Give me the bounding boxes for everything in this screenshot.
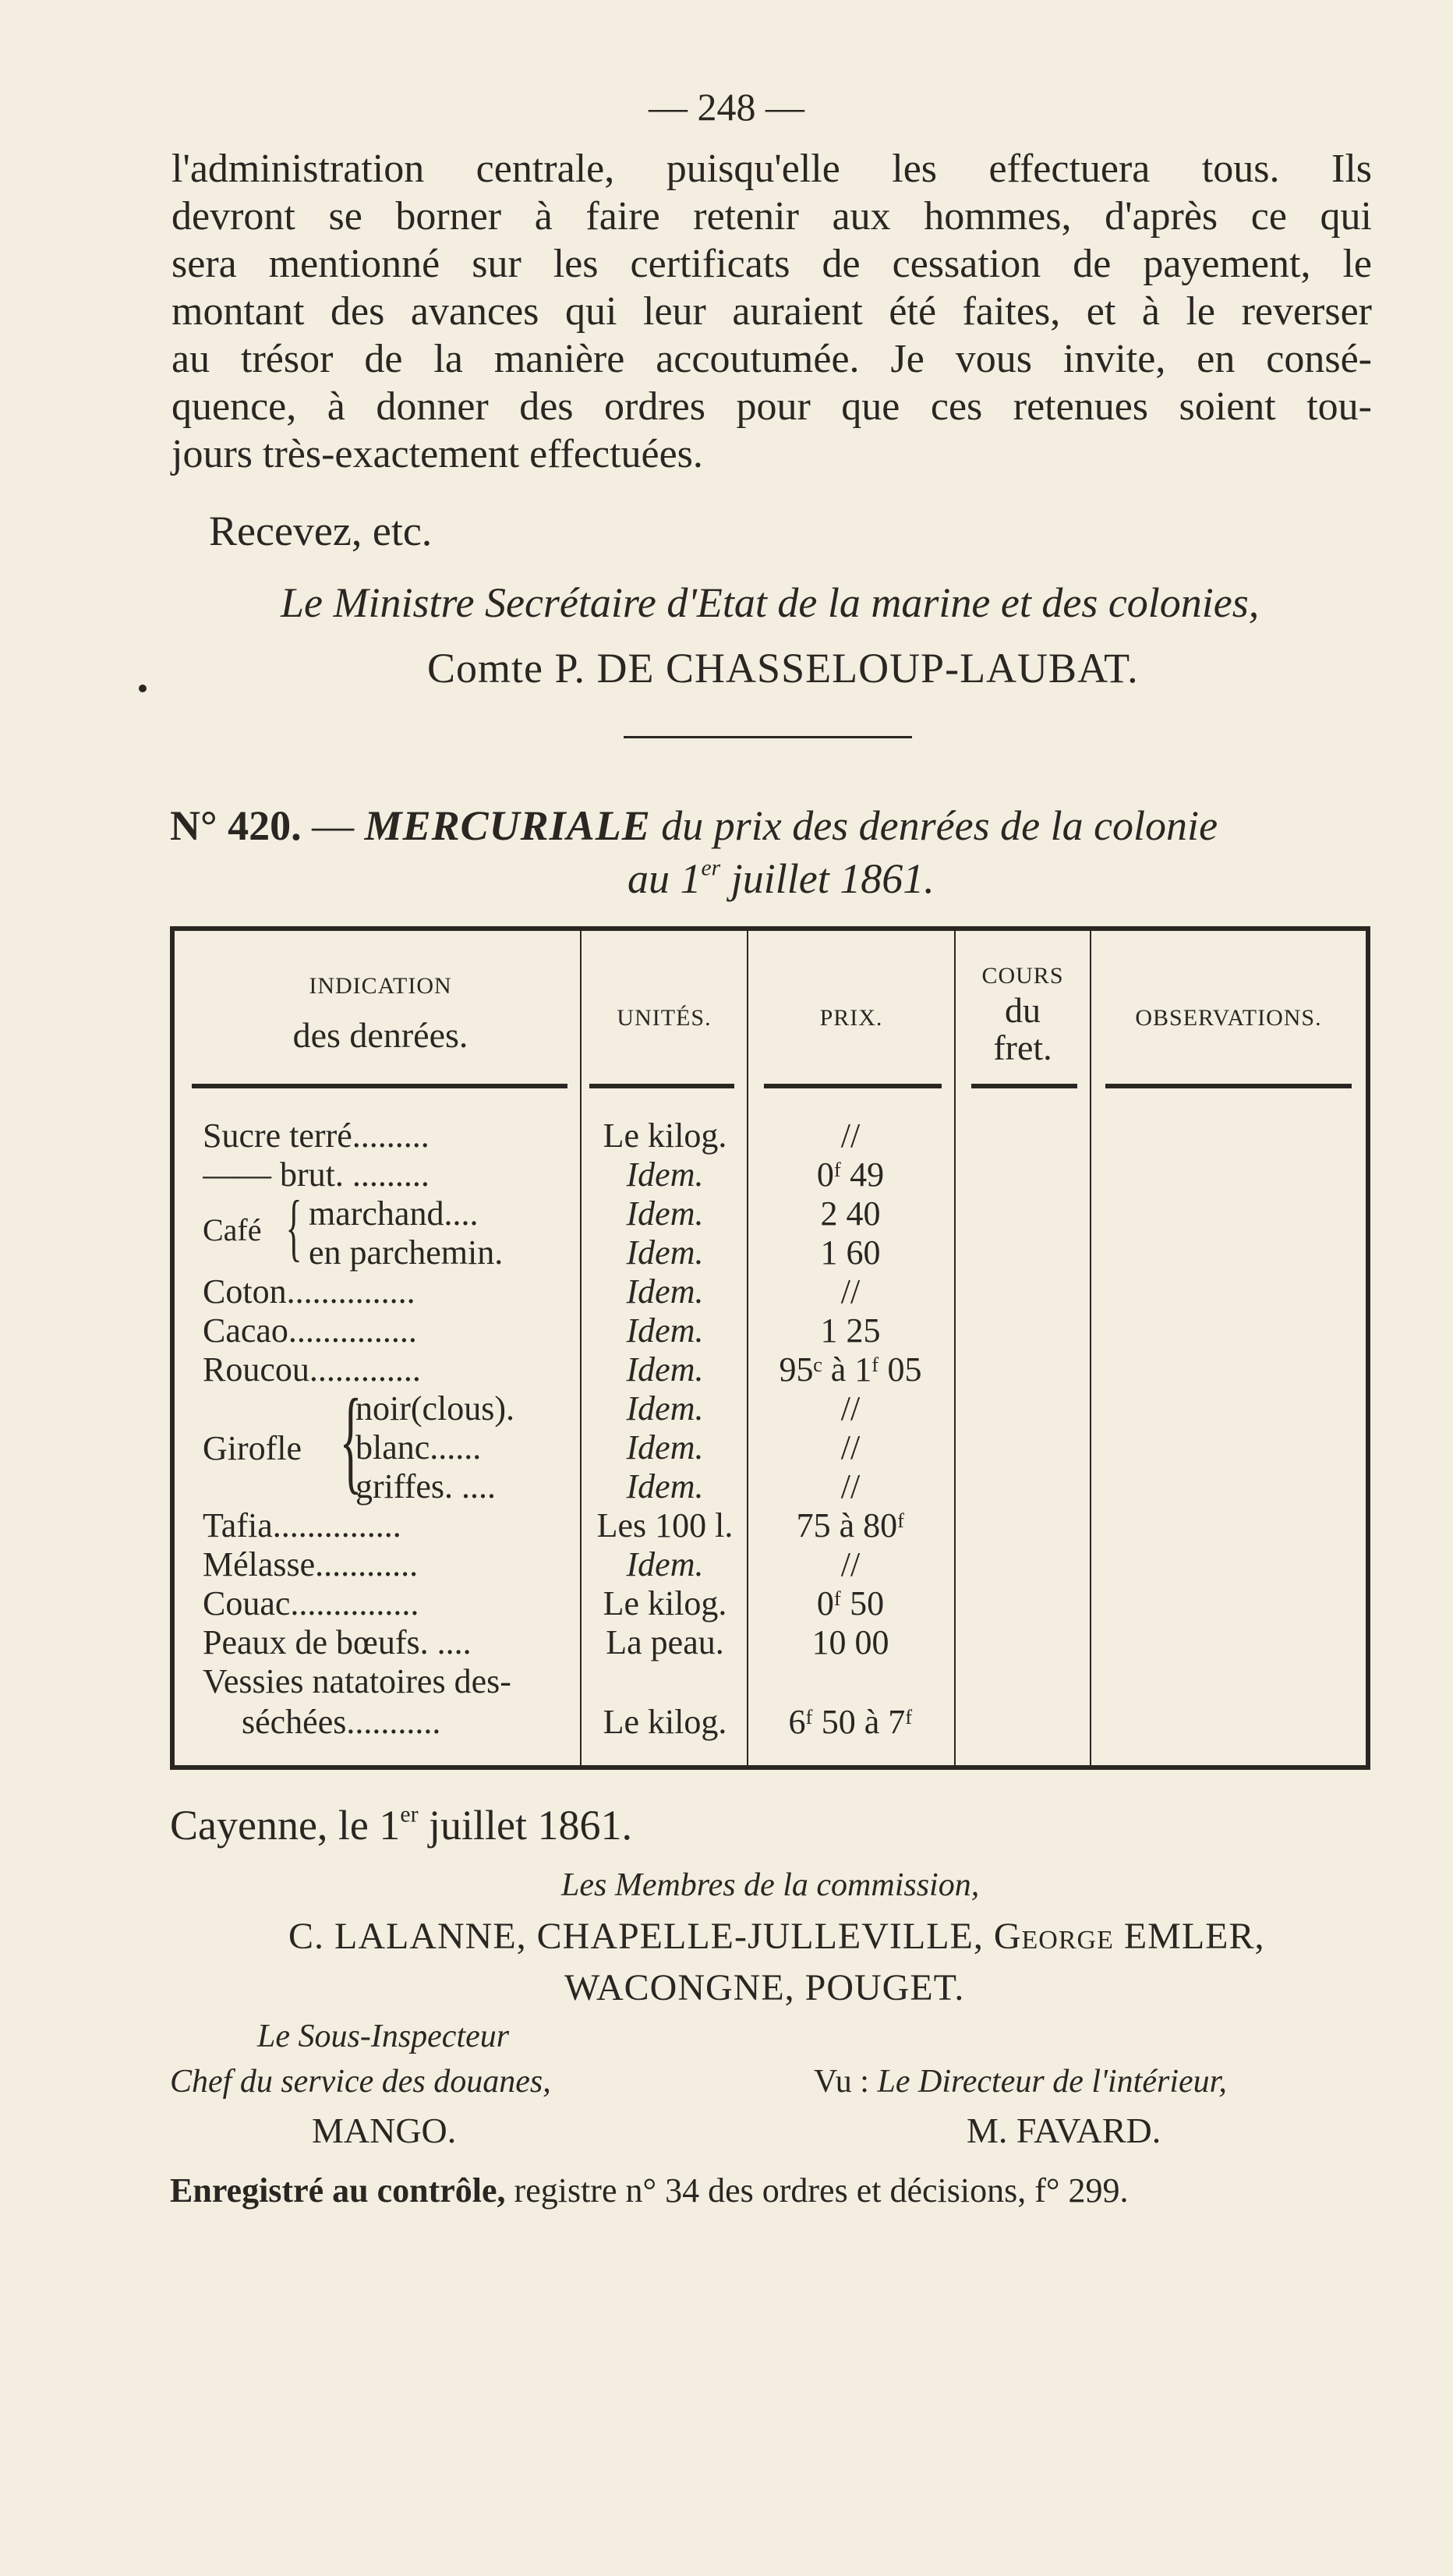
row-name: Mélasse............ xyxy=(203,1545,419,1583)
table-row xyxy=(170,1623,1370,1662)
paragraph-line: au trésor de la manière accoutumée. Je vous invite, en consé- xyxy=(171,337,1372,381)
row-price: 10 00 xyxy=(811,1623,889,1661)
director-name: M. FAVARD. xyxy=(967,2111,1161,2150)
price-table xyxy=(170,926,1370,1776)
header-du: du xyxy=(1005,990,1041,1030)
document-title-rest: du prix des denrées de la colonie xyxy=(661,802,1218,849)
sous-inspecteur-title: Le Sous-Inspecteur xyxy=(257,2019,510,2054)
vu-prefix: Vu : xyxy=(814,2064,869,2100)
members-names-2: WACONGNE, POUGET. xyxy=(564,1967,965,2008)
table-row xyxy=(170,1467,1370,1506)
page-number: — 248 — xyxy=(649,85,804,129)
brace-icon: { xyxy=(285,1185,302,1269)
date-rest: juillet 1861. xyxy=(730,855,935,902)
place-date-sup: er xyxy=(400,1802,419,1828)
row-name: Cacao............... xyxy=(203,1311,417,1350)
place-date xyxy=(170,1801,632,1849)
row-unit: Idem. xyxy=(626,1428,704,1467)
paragraph-line: quence, à donner des ordres pour que ces retenues soient tou- xyxy=(171,384,1372,429)
paragraph-line: l'administration centrale, puisqu'elle les effectuera tous. Ils xyxy=(171,147,1372,191)
table-row xyxy=(170,1233,1370,1272)
table-border-top xyxy=(170,926,1370,931)
row-unit: Les 100 l. xyxy=(596,1506,734,1545)
ink-dot xyxy=(139,685,147,692)
row-unit: Idem. xyxy=(626,1311,704,1350)
members-names-c: EMLER, xyxy=(1123,1916,1265,1957)
header-rule xyxy=(192,1084,567,1088)
place-date-prefix: Cayenne, le 1 xyxy=(170,1802,401,1849)
row-price: 0ᶠ 50 xyxy=(816,1584,885,1622)
row-unit: Idem. xyxy=(626,1194,704,1233)
row-name: Tafia............... xyxy=(203,1506,401,1545)
row-unit: Le kilog. xyxy=(603,1584,727,1622)
row-price: // xyxy=(840,1545,861,1583)
registration-note-a: Enregistré au contrôle, xyxy=(170,2171,506,2210)
row-name: marchand.... xyxy=(309,1194,479,1233)
row-name: Vessies natatoires des- xyxy=(203,1662,511,1700)
row-unit: La peau. xyxy=(606,1623,724,1661)
place-date-rest: juillet 1861. xyxy=(428,1802,632,1849)
registration-note xyxy=(170,2171,1128,2210)
row-price: // xyxy=(840,1116,861,1155)
document-heading xyxy=(170,801,1218,850)
registration-note-b: registre n° 34 des ordres et décisions, f° 299. xyxy=(514,2171,1129,2210)
header-denrees: des denrées. xyxy=(292,1015,468,1055)
document-number: N° 420. xyxy=(170,802,302,849)
director-title-text: Le Directeur de l'intérieur, xyxy=(877,2064,1227,2100)
paragraph-line: devront se borner à faire retenir aux hommes, d'après ce qui xyxy=(171,194,1372,239)
table-row xyxy=(170,1194,1370,1233)
row-unit: Idem. xyxy=(626,1467,704,1506)
row-unit: Idem. xyxy=(626,1155,704,1194)
table-row xyxy=(170,1584,1370,1623)
row-unit: Idem. xyxy=(626,1272,704,1311)
director-title xyxy=(814,2063,1227,2100)
row-price: // xyxy=(840,1389,861,1428)
table-row xyxy=(170,1389,1370,1428)
header-rule xyxy=(589,1084,734,1088)
table-row xyxy=(170,1428,1370,1467)
row-price: 6ᶠ 50 à 7ᶠ xyxy=(788,1703,913,1741)
row-price: 75 à 80ᶠ xyxy=(796,1506,905,1545)
row-unit: Idem. xyxy=(626,1233,704,1272)
row-name: en parchemin. xyxy=(309,1233,504,1272)
row-price: // xyxy=(840,1272,861,1311)
members-names-a: C. LALANNE, CHAPELLE-JULLEVILLE, xyxy=(288,1916,984,1957)
header-unites: UNITÉS. xyxy=(617,1005,712,1031)
row-price: 1 60 xyxy=(820,1233,881,1272)
row-name: séchées........... xyxy=(242,1703,441,1741)
group-label-girofle: Girofle xyxy=(203,1429,302,1467)
paragraph-line: sera mentionné sur les certificats de cessation de payement, le xyxy=(171,242,1372,286)
minister-title: Le Ministre Secrétaire d'Etat de la marine et des colonies, xyxy=(281,579,1260,626)
members-label: Les Membres de la commission, xyxy=(561,1867,980,1903)
members-names-1 xyxy=(288,1915,1265,1958)
row-name: Roucou............. xyxy=(203,1350,421,1389)
closing-formula: Recevez, etc. xyxy=(209,508,433,554)
row-price: 1 25 xyxy=(820,1311,881,1350)
row-unit: Le kilog. xyxy=(603,1116,727,1155)
paragraph-line: montant des avances qui leur auraient été faites, et à le reverser xyxy=(171,289,1372,334)
header-rule xyxy=(971,1084,1077,1088)
section-divider xyxy=(624,736,912,738)
row-unit: Idem. xyxy=(626,1545,704,1583)
row-unit: Idem. xyxy=(626,1350,704,1389)
members-names-b: George xyxy=(993,1916,1114,1957)
table-row xyxy=(170,1545,1370,1584)
row-unit: Idem. xyxy=(626,1389,704,1428)
header-rule xyxy=(1105,1084,1352,1088)
table-border-bottom xyxy=(170,1765,1370,1770)
table-row xyxy=(170,1662,1370,1701)
date-prefix: au 1 xyxy=(628,855,702,902)
date-sup: er xyxy=(701,855,721,881)
heading-dash: — xyxy=(312,802,355,849)
document-date xyxy=(628,855,935,903)
table-row xyxy=(170,1311,1370,1350)
row-price: 2 40 xyxy=(820,1194,881,1233)
row-price: // xyxy=(840,1428,861,1467)
row-name: —— brut. ......... xyxy=(203,1155,430,1194)
body-paragraph xyxy=(171,145,1372,478)
paragraph-line: jours très-exactement effectuées. xyxy=(171,432,703,476)
header-observations: OBSERVATIONS. xyxy=(1135,1005,1322,1031)
document-title-word: MERCURIALE xyxy=(364,802,651,849)
row-name: blanc...... xyxy=(355,1428,482,1467)
row-name: Sucre terré......... xyxy=(203,1116,430,1155)
row-name: Coton............... xyxy=(203,1272,415,1311)
header-rule xyxy=(764,1084,942,1088)
row-unit: Le kilog. xyxy=(603,1703,727,1741)
group-label-cafe: Café xyxy=(203,1212,262,1247)
chef-service-title: Chef du service des douanes, xyxy=(170,2064,551,2100)
minister-name: Comte P. DE CHASSELOUP-LAUBAT. xyxy=(427,645,1139,692)
table-row xyxy=(170,1116,1370,1155)
row-price: // xyxy=(840,1467,861,1506)
table-row xyxy=(170,1272,1370,1311)
row-name: griffes. .... xyxy=(355,1467,497,1506)
row-name: noir(clous). xyxy=(355,1389,515,1428)
row-price: 95ᶜ à 1ᶠ 05 xyxy=(779,1350,922,1389)
row-name: Couac............... xyxy=(203,1584,419,1622)
table-row xyxy=(170,1155,1370,1194)
row-name: Peaux de bœufs. .... xyxy=(203,1623,472,1661)
header-indication: INDICATION xyxy=(309,973,452,999)
table-row xyxy=(170,1703,1370,1742)
row-price: 0ᶠ 49 xyxy=(816,1155,885,1194)
header-fret: fret. xyxy=(993,1028,1052,1067)
table-row xyxy=(170,1506,1370,1545)
header-prix: PRIX. xyxy=(819,1005,883,1031)
brace-icon: { xyxy=(339,1375,362,1505)
sous-inspecteur-name: MANGO. xyxy=(312,2111,457,2150)
header-cours: COURS xyxy=(981,963,1064,989)
